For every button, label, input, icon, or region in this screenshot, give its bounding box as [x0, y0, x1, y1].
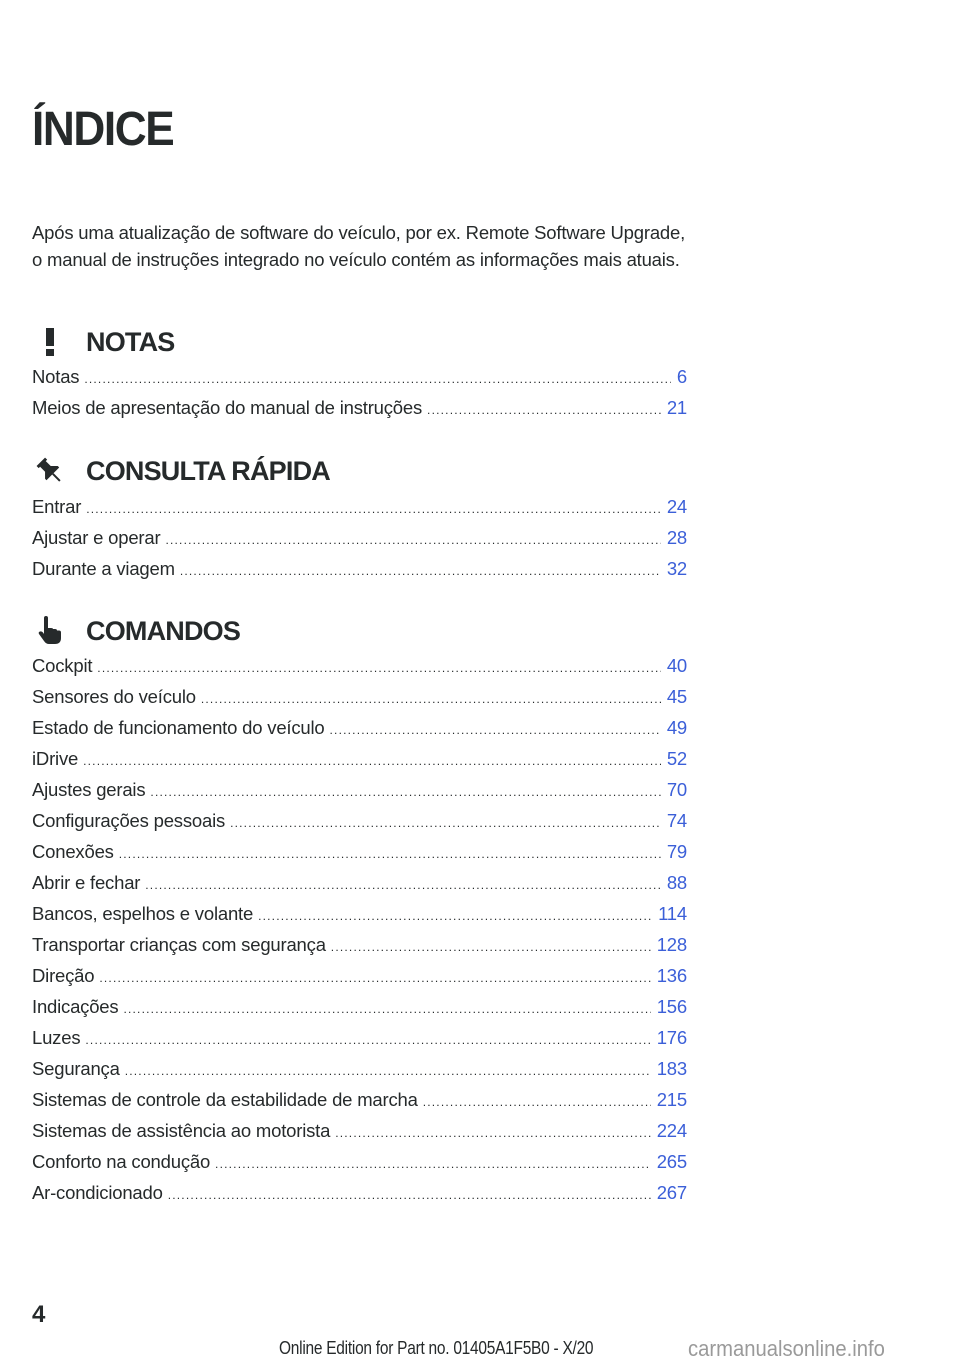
leader-dots [99, 971, 650, 985]
leader-dots [86, 502, 661, 516]
toc-page-link[interactable]: 32 [666, 558, 687, 579]
leader-dots [180, 564, 661, 578]
toc-entry-title[interactable]: Durante a viagem [32, 558, 175, 579]
toc-entry[interactable] [32, 1120, 687, 1146]
section-heading-comandos [32, 613, 240, 649]
toc-entry[interactable] [32, 1089, 687, 1115]
leader-dots [97, 661, 661, 675]
toc-entry-title[interactable]: Ar-condicionado [32, 1182, 163, 1203]
toc-page-link[interactable]: 88 [666, 872, 687, 893]
toc-page-link[interactable]: 70 [666, 779, 687, 800]
toc-page-link[interactable]: 24 [666, 496, 687, 517]
leader-dots [230, 816, 661, 830]
leader-dots [215, 1157, 651, 1171]
watermark-link[interactable]: carmanualsonline.info [688, 1336, 885, 1361]
toc-entry[interactable] [32, 558, 687, 584]
leader-dots [258, 909, 652, 923]
toc-entry-title[interactable]: Sistemas de assistência ao motorista [32, 1120, 331, 1141]
toc-entry-title[interactable]: Sistemas de controle da estabilidade de marcha [32, 1089, 418, 1110]
toc-entry[interactable] [32, 1027, 687, 1053]
toc-entry[interactable] [32, 496, 687, 522]
section-heading-notas [32, 324, 175, 360]
toc-entry-title[interactable]: Ajustar e operar [32, 527, 161, 548]
toc-entry[interactable] [32, 655, 687, 681]
leader-dots [145, 878, 661, 892]
toc-entry[interactable] [32, 748, 687, 774]
toc-entry[interactable] [32, 527, 687, 553]
toc-page-link[interactable]: 52 [666, 748, 687, 769]
toc-entry-title[interactable]: Abrir e fechar [32, 872, 141, 893]
toc-page-link[interactable]: 215 [656, 1089, 687, 1110]
leader-dots [85, 1033, 650, 1047]
toc-page-link[interactable]: 136 [656, 965, 687, 986]
toc-entry-title[interactable]: Segurança [32, 1058, 120, 1079]
toc-entry-title[interactable]: Conexões [32, 841, 114, 862]
toc-entry-title[interactable]: Transportar crianças com segurança [32, 934, 326, 955]
toc-entry-title[interactable]: Meios de apresentação do manual de instruções [32, 397, 423, 418]
toc-page-link[interactable]: 6 [676, 366, 687, 387]
leader-dots [427, 403, 661, 417]
toc-entry-title[interactable]: Entrar [32, 496, 82, 517]
intro-paragraph: Após uma atualização de software do veículo, por ex. Remote Software Upgrade, o manual de instruções integrado no veículo contém as informações mais atuais. [32, 222, 686, 270]
toc-entry-title[interactable]: Luzes [32, 1027, 81, 1048]
toc-page-link[interactable]: 224 [656, 1120, 687, 1141]
leader-dots [165, 533, 660, 547]
toc-entry[interactable] [32, 686, 687, 712]
toc-entry[interactable] [32, 779, 687, 805]
toc-page-link[interactable]: 128 [656, 934, 687, 955]
page-number: 4 [32, 1301, 46, 1328]
toc-page-link[interactable]: 183 [656, 1058, 687, 1079]
toc-page-link[interactable]: 28 [666, 527, 687, 548]
toc-entry-title[interactable]: Ajustes gerais [32, 779, 146, 800]
toc-page-link[interactable]: 45 [666, 686, 687, 707]
toc-entry[interactable] [32, 1151, 687, 1177]
pointing-hand-icon [32, 614, 68, 648]
toc-entry[interactable] [32, 717, 687, 743]
toc-entry[interactable] [32, 872, 687, 898]
section-label: NOTAS [86, 326, 175, 357]
toc-entry-title[interactable]: Indicações [32, 996, 119, 1017]
leader-dots [123, 1002, 650, 1016]
toc-entry[interactable] [32, 965, 687, 991]
toc-entry[interactable] [32, 903, 687, 929]
pushpin-icon [32, 454, 68, 488]
toc-entry-title[interactable]: iDrive [32, 748, 79, 769]
leader-dots [168, 1188, 651, 1202]
toc-page-link[interactable]: 114 [658, 903, 687, 924]
leader-dots [423, 1095, 651, 1109]
toc-entry-title[interactable]: Direção [32, 965, 95, 986]
toc-entry[interactable] [32, 841, 687, 867]
section-heading-consulta-rapida [32, 453, 330, 489]
toc-page-link[interactable]: 79 [666, 841, 687, 862]
toc-page-link[interactable]: 267 [656, 1182, 687, 1203]
toc-page-link[interactable]: 176 [656, 1027, 687, 1048]
leader-dots [119, 847, 661, 861]
toc-entry[interactable] [32, 366, 687, 392]
toc-entry-title[interactable]: Configurações pessoais [32, 810, 226, 831]
leader-dots [331, 940, 651, 954]
toc-entry-title[interactable]: Notas [32, 366, 80, 387]
toc-entry-title[interactable]: Cockpit [32, 655, 93, 676]
section-label: COMANDOS [86, 615, 241, 646]
toc-entry[interactable] [32, 934, 687, 960]
leader-dots [335, 1126, 651, 1140]
toc-entry-title[interactable]: Bancos, espelhos e volante [32, 903, 254, 924]
toc-entry[interactable] [32, 1182, 687, 1208]
toc-entry[interactable] [32, 996, 687, 1022]
toc-page-link[interactable]: 21 [666, 397, 687, 418]
leader-dots [84, 372, 671, 386]
toc-entry-title[interactable]: Sensores do veículo [32, 686, 196, 707]
leader-dots [201, 692, 661, 706]
toc-entry-title[interactable]: Estado de funcionamento do veículo [32, 717, 325, 738]
leader-dots [125, 1064, 651, 1078]
toc-page-link[interactable]: 49 [666, 717, 687, 738]
leader-dots [83, 754, 661, 768]
exclamation-icon [32, 325, 68, 359]
toc-entry[interactable] [32, 810, 687, 836]
toc-page-link[interactable]: 40 [666, 655, 687, 676]
toc-entry-title[interactable]: Conforto na condução [32, 1151, 211, 1172]
footer-edition-text: Online Edition for Part no. 01405A1F5B0 - X/20 [279, 1338, 594, 1358]
toc-entry[interactable] [32, 1058, 687, 1084]
page-title: ÍNDICE [32, 103, 174, 156]
toc-page-link[interactable]: 265 [656, 1151, 687, 1172]
toc-page-link[interactable]: 156 [656, 996, 687, 1017]
section-label: CONSULTA RÁPIDA [86, 455, 330, 486]
leader-dots [330, 723, 661, 737]
toc-entry[interactable] [32, 397, 687, 423]
leader-dots [150, 785, 660, 799]
toc-page-link[interactable]: 74 [666, 810, 687, 831]
